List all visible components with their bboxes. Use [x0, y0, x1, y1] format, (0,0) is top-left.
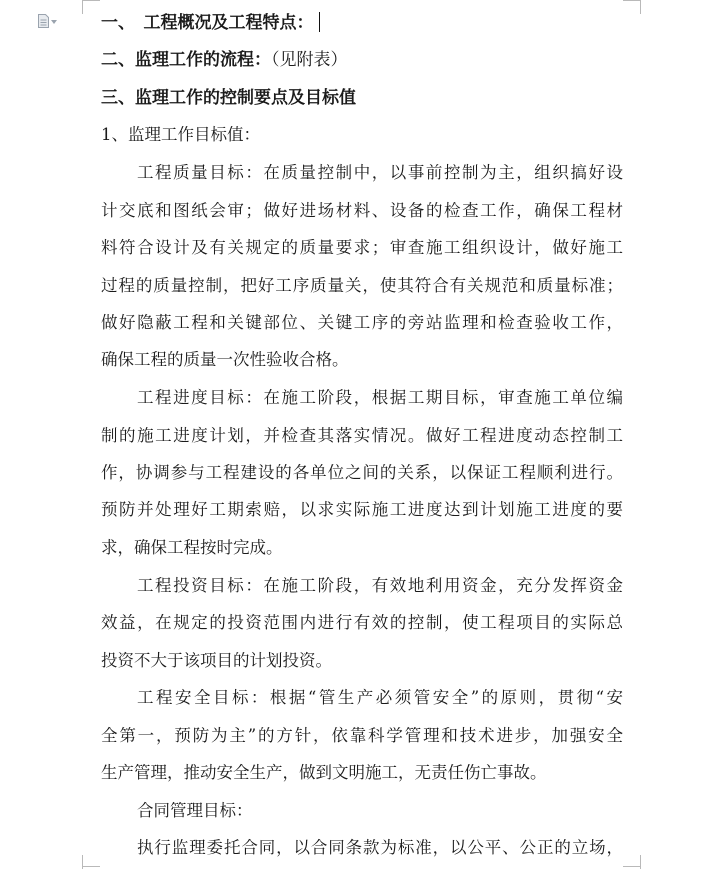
crop-mark: [82, 855, 83, 869]
paragraph-line: 制的施工进度计划，并检查其落实情况。做好工程进度动态控制工: [101, 426, 623, 445]
paragraph-line: 执行监理委托合同，以合同条款为标准，以公平、公正的立场，: [137, 838, 623, 857]
chevron-down-icon: [51, 20, 57, 24]
heading-text: 一、 工程概况及工程特点：: [101, 13, 314, 33]
paragraph-line: 投资不大于该项目的计划投资。: [101, 651, 332, 670]
paragraph-line: 全第一，预防为主”的方针，依靠科学管理和技术进步，加强安全: [101, 726, 623, 745]
crop-mark: [82, 866, 100, 867]
heading-text: 二、监理工作的流程：: [101, 50, 271, 70]
paragraph-line: 做好隐蔽工程和关键部位、关键工序的旁站监理和检查验收工作，: [101, 313, 623, 332]
paragraph-line: 工程投资目标：在施工阶段，有效地利用资金，充分发挥资金: [137, 576, 623, 595]
paragraph-line: 料符合设计及有关规定的质量要求；审查施工组织设计，做好施工: [101, 238, 623, 257]
heading-note: （见附表）: [271, 50, 348, 70]
section-heading-3: [101, 88, 356, 108]
document-icon: [38, 14, 49, 28]
paragraph-line: 计交底和图纸会审；做好进场材料、设备的检查工作，确保工程材: [101, 201, 623, 220]
paragraph-line: 生产管理，推动安全生产，做到文明施工，无责任伤亡事故。: [101, 763, 547, 782]
document-menu-icon[interactable]: [38, 12, 64, 30]
section-heading-1: [101, 12, 320, 33]
text-cursor: [319, 12, 321, 32]
crop-mark: [640, 0, 641, 14]
paragraph-line: 工程安全目标：根据“管生产必须管安全”的原则，贯彻“安: [137, 688, 623, 707]
section-heading-2: [101, 50, 348, 70]
crop-mark: [623, 866, 641, 867]
paragraph-line: 作，协调参与工程建设的各单位之间的关系，以保证工程顺利进行。: [101, 463, 623, 482]
paragraph-line: 工程进度目标：在施工阶段，根据工期目标，审查施工单位编: [137, 388, 623, 407]
crop-mark: [82, 0, 100, 1]
paragraph-line: 效益，在规定的投资范围内进行有效的控制，使工程项目的实际总: [101, 613, 623, 632]
crop-mark: [623, 0, 641, 1]
paragraph-line: 预防并处理好工期索赔，以求实际施工进度达到计划施工进度的要: [101, 500, 623, 519]
subsection-heading: 1、监理工作目标值：: [101, 125, 260, 144]
crop-mark: [640, 855, 641, 869]
paragraph-line: 过程的质量控制，把好工序质量关，使其符合有关规范和质量标准；: [101, 276, 623, 295]
paragraph-line: 确保工程的质量一次性验收合格。: [101, 350, 349, 369]
crop-mark: [82, 0, 83, 14]
paragraph-line: 求，确保工程按时完成。: [101, 538, 283, 557]
paragraph-line: 工程质量目标：在质量控制中，以事前控制为主，组织搞好设: [137, 163, 623, 182]
heading-text: 三、监理工作的控制要点及目标值: [101, 88, 356, 108]
contract-heading: 合同管理目标：: [137, 801, 253, 820]
